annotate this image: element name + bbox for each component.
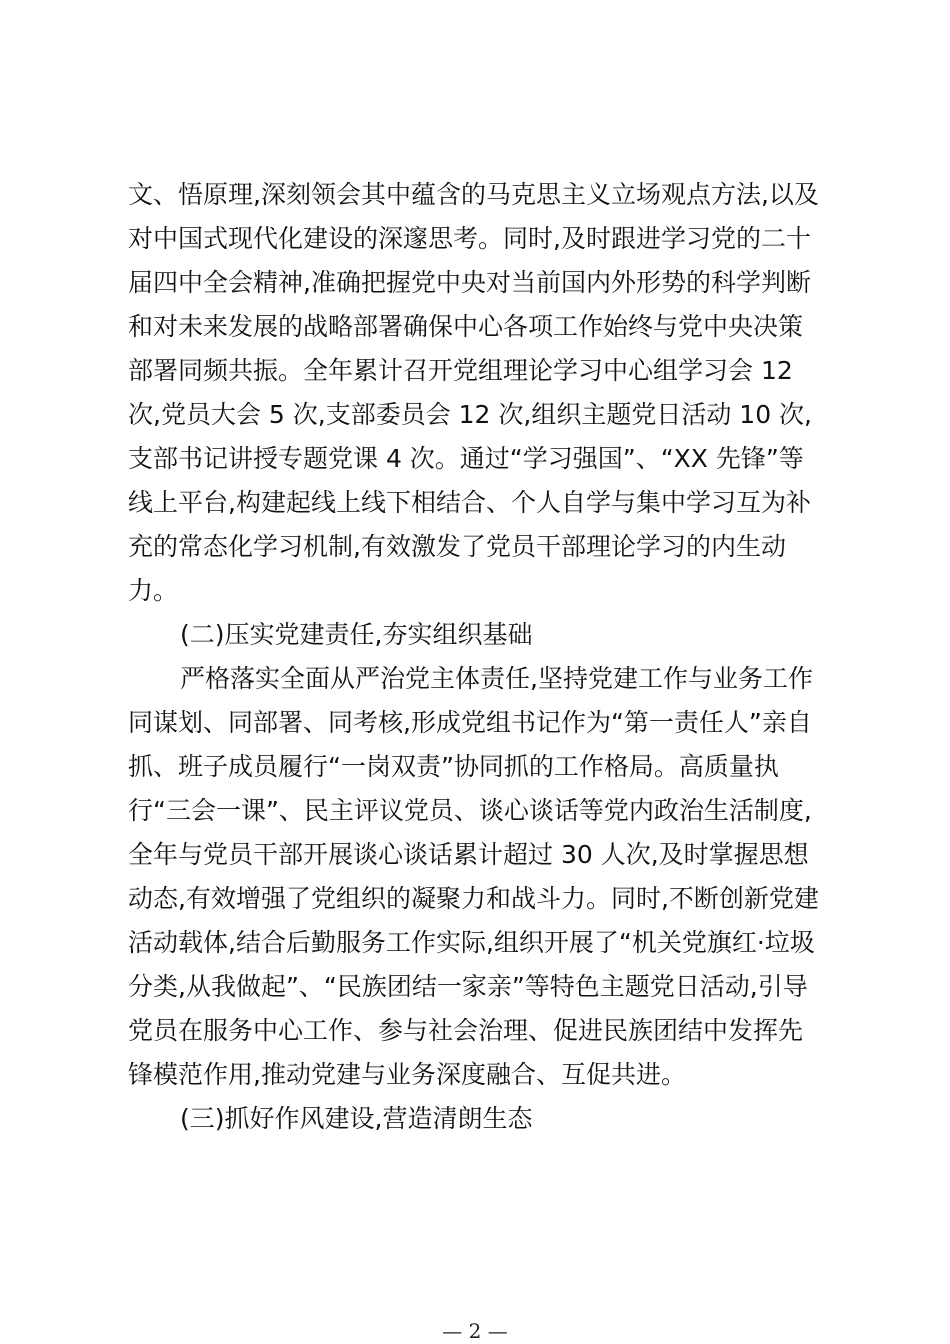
body-text-line: 部署同频共振。全年累计召开党组理论学习中心组学习会 12 [128,356,793,385]
body-text-line: 分类,从我做起”、“民族团结一家亲”等特色主题党日活动,引导 [128,972,808,1001]
body-text-line: 锋模范作用,推动党建与业务深度融合、互促共进。 [128,1060,686,1089]
body-text-line: 力。 [128,576,179,605]
body-text-line: 线上平台,构建起线上线下相结合、个人自学与集中学习互为补 [128,488,811,517]
body-text-line: 行“三会一课”、民主评议党员、谈心谈话等党内政治生活制度, [128,796,812,825]
body-text-line: 同谋划、同部署、同考核,形成党组书记作为“第一责任人”亲自 [128,708,812,737]
paragraph-first-line: 严格落实全面从严治党主体责任,坚持党建工作与业务工作 [180,664,813,693]
body-text-line: 届四中全会精神,准确把握党中央对当前国内外形势的科学判断 [128,268,811,297]
body-text-line: 动态,有效增强了党组织的凝聚力和战斗力。同时,不断创新党建 [128,884,819,913]
body-text-line: 全年与党员干部开展谈心谈话累计超过 30 人次,及时掌握思想 [128,840,809,869]
body-text-line: 文、悟原理,深刻领会其中蕴含的马克思主义立场观点方法,以及 [128,180,819,209]
body-text-line: 党员在服务中心工作、参与社会治理、促进民族团结中发挥先 [128,1016,804,1045]
body-text-line: 充的常态化学习机制,有效激发了党员干部理论学习的内生动 [128,532,786,561]
body-text-line: 活动载体,结合后勤服务工作实际,组织开展了“机关党旗红·垃圾 [128,928,815,957]
body-text-line: 和对未来发展的战略部署确保中心各项工作始终与党中央决策 [128,312,804,341]
section-heading: (二)压实党建责任,夯实组织基础 [180,620,533,649]
body-text-line: 支部书记讲授专题党课 4 次。通过“学习强国”、“XX 先锋”等 [128,444,804,473]
body-text-line: 次,党员大会 5 次,支部委员会 12 次,组织主题党日活动 10 次, [128,400,812,429]
body-text-line: 对中国式现代化建设的深邃思考。同时,及时跟进学习党的二十 [128,224,811,253]
page-number: — 2 — [442,1319,508,1343]
section-heading: (三)抓好作风建设,营造清朗生态 [180,1104,533,1133]
body-text-line: 抓、班子成员履行“一岗双责”协同抓的工作格局。高质量执 [128,752,779,781]
